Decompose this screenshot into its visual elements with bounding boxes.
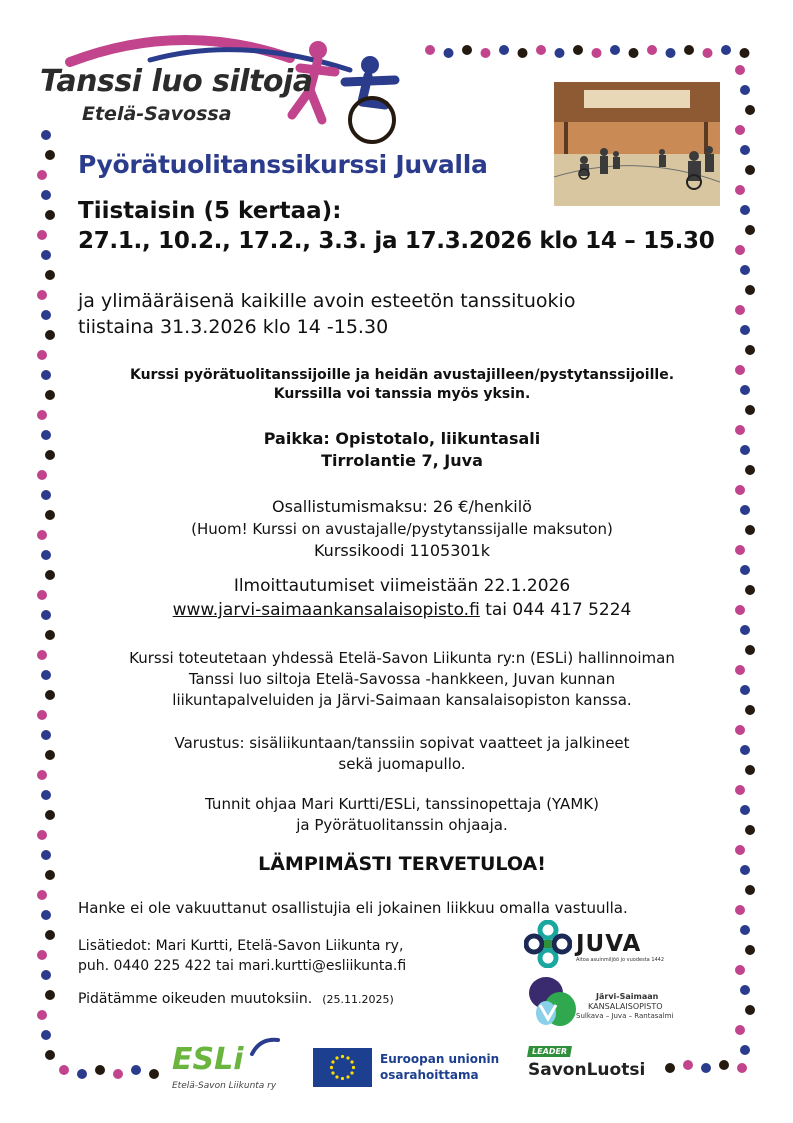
border-dot bbox=[735, 185, 745, 195]
border-dot bbox=[45, 330, 55, 340]
gym-photo bbox=[554, 82, 720, 206]
border-dot bbox=[95, 1065, 105, 1075]
juva-tagline: Aitoa asuinmiljöö jo vuodesta 1442 bbox=[576, 957, 665, 963]
schedule-dates: 27.1., 10.2., 17.2., 3.3. ja 17.3.2026 klo 14 – 15.30 bbox=[78, 228, 715, 254]
border-dot bbox=[684, 45, 694, 55]
border-dot bbox=[555, 48, 565, 58]
border-dot bbox=[37, 350, 47, 360]
border-dot bbox=[735, 905, 745, 915]
border-dot bbox=[37, 290, 47, 300]
border-dot bbox=[37, 230, 47, 240]
schedule-heading: Tiistaisin (5 kertaa): bbox=[78, 198, 342, 224]
border-dot bbox=[45, 990, 55, 1000]
border-dot bbox=[735, 485, 745, 495]
border-dot bbox=[41, 130, 51, 140]
border-dot bbox=[721, 45, 731, 55]
fee-note: (Huom! Kurssi on avustajalle/pystytanssijalle maksuton) bbox=[191, 520, 613, 538]
audience-line2: Kurssilla voi tanssia myös yksin. bbox=[273, 386, 531, 402]
border-dot bbox=[745, 885, 755, 895]
equipment-line1: Varustus: sisäliikuntaan/tanssiin sopivat vaatteet ja jalkineet bbox=[174, 734, 630, 752]
border-dot bbox=[745, 165, 755, 175]
border-dot bbox=[740, 145, 750, 155]
fee-block bbox=[40, 496, 764, 562]
contact-line1: Lisätiedot: Mari Kurtti, Etelä-Savon Liikunta ry, bbox=[78, 938, 404, 954]
rights-text: Pidätämme oikeuden muutoksiin. bbox=[78, 991, 313, 1007]
eu-funding-line2: osarahoittama bbox=[380, 1068, 479, 1082]
leader-badge: LEADER bbox=[527, 1046, 572, 1057]
border-dot bbox=[735, 965, 745, 975]
border-dot bbox=[740, 1045, 750, 1055]
partners-line1: Kurssi toteutetaan yhdessä Etelä-Savon Liikunta ry:n (ESLi) hallinnoiman bbox=[129, 649, 675, 667]
signup-deadline: Ilmoittautumiset viimeistään 22.1.2026 bbox=[233, 576, 571, 596]
border-dot bbox=[41, 1030, 51, 1040]
border-dot bbox=[59, 1065, 69, 1075]
teacher-line2: ja Pyörätuolitanssin ohjaaja. bbox=[296, 816, 508, 834]
signup-phone: tai 044 417 5224 bbox=[485, 600, 632, 620]
border-dot bbox=[444, 48, 454, 58]
place-line1: Paikka: Opistotalo, liikuntasali bbox=[263, 429, 541, 448]
border-dot bbox=[499, 45, 509, 55]
contact-info bbox=[78, 936, 406, 976]
border-dot bbox=[41, 190, 51, 200]
border-dot bbox=[735, 125, 745, 135]
border-dot bbox=[592, 48, 602, 58]
border-dot bbox=[665, 1063, 675, 1073]
border-dot bbox=[45, 630, 55, 640]
border-dot bbox=[518, 48, 528, 58]
border-dot bbox=[740, 985, 750, 995]
juva-logo-text: JUVA bbox=[576, 931, 642, 957]
border-dot bbox=[647, 45, 657, 55]
border-dot bbox=[740, 265, 750, 275]
border-dot bbox=[719, 1060, 729, 1070]
border-dot bbox=[735, 65, 745, 75]
course-code: Kurssikoodi 1105301k bbox=[313, 541, 490, 560]
eu-funding-line1: Euroopan unionin bbox=[380, 1052, 500, 1066]
logo-title: Tanssi luo siltoja bbox=[40, 64, 313, 99]
border-dot bbox=[610, 45, 620, 55]
insurance-disclaimer: Hanke ei ole vakuuttanut osallistujia eli jokainen liikkuu omalla vastuulla. bbox=[78, 899, 628, 917]
border-dot bbox=[37, 950, 47, 960]
equipment-line2: sekä juomapullo. bbox=[338, 755, 466, 773]
fee-line1: Osallistumismaksu: 26 €/henkilö bbox=[272, 497, 532, 516]
course-title: Pyörätuolitanssikurssi Juvalla bbox=[78, 150, 488, 179]
border-dot bbox=[740, 205, 750, 215]
border-dot bbox=[481, 48, 491, 58]
kansalaisopisto-locations: Sulkava – Juva – Rantasalmi bbox=[576, 1012, 674, 1020]
border-dot bbox=[45, 210, 55, 220]
audience-block bbox=[40, 366, 764, 404]
border-dot bbox=[735, 305, 745, 315]
border-dot bbox=[745, 1005, 755, 1015]
border-dot bbox=[745, 945, 755, 955]
border-dot bbox=[740, 48, 750, 58]
border-dot bbox=[683, 1060, 693, 1070]
kansalaisopisto-name: KANSALAISOPISTO bbox=[588, 1002, 663, 1011]
border-dot bbox=[41, 310, 51, 320]
border-dot bbox=[573, 45, 583, 55]
welcome-heading: LÄMPIMÄSTI TERVETULOA! bbox=[258, 853, 546, 875]
border-dot bbox=[45, 150, 55, 160]
border-dot bbox=[425, 45, 435, 55]
border-dot bbox=[37, 1010, 47, 1020]
border-dot bbox=[740, 925, 750, 935]
border-dot bbox=[745, 405, 755, 415]
jarvi-saimaan-emblem-icon bbox=[526, 975, 578, 1030]
esli-subtitle: Etelä-Savon Liikunta ry bbox=[172, 1081, 277, 1091]
website-link[interactable]: www.jarvi-saimaankansalaisopisto.fi bbox=[172, 600, 480, 620]
border-dot bbox=[149, 1069, 159, 1079]
border-dot bbox=[462, 45, 472, 55]
audience-line1: Kurssi pyörätuolitanssijoille ja heidän avustajilleen/pystytanssijoille. bbox=[129, 367, 675, 383]
border-dot bbox=[735, 1025, 745, 1035]
extra-session-line1: ja ylimääräisenä kaikille avoin esteetön tanssituokio bbox=[78, 290, 576, 312]
signup-block bbox=[40, 574, 764, 622]
border-dot bbox=[45, 1050, 55, 1060]
partners-block bbox=[40, 648, 764, 711]
border-dot bbox=[737, 1063, 747, 1073]
border-dot bbox=[740, 325, 750, 335]
border-dot bbox=[37, 890, 47, 900]
border-dot bbox=[77, 1069, 87, 1079]
esli-logo-text: ESLi bbox=[172, 1042, 244, 1077]
border-dot bbox=[745, 105, 755, 115]
border-dot bbox=[45, 930, 55, 940]
place-line2: Tirrolantie 7, Juva bbox=[321, 451, 483, 470]
border-dot bbox=[37, 170, 47, 180]
juva-emblem-icon bbox=[524, 920, 572, 968]
border-dot bbox=[37, 410, 47, 420]
border-dot bbox=[41, 970, 51, 980]
border-dot bbox=[735, 245, 745, 255]
border-dot bbox=[745, 345, 755, 355]
eu-flag-icon bbox=[313, 1048, 372, 1087]
partners-line3: liikuntapalveluiden ja Järvi-Saimaan kansalaisopiston kanssa. bbox=[172, 691, 632, 709]
border-dot bbox=[701, 1063, 711, 1073]
border-dot bbox=[45, 270, 55, 280]
border-dot bbox=[740, 85, 750, 95]
equipment-block bbox=[40, 733, 764, 775]
esli-swoosh-icon bbox=[250, 1036, 280, 1056]
logo-subtitle: Etelä-Savossa bbox=[82, 103, 232, 125]
document-date: (25.11.2025) bbox=[322, 993, 394, 1006]
border-dot bbox=[41, 250, 51, 260]
partners-line2: Tanssi luo siltoja Etelä-Savossa -hankkeen, Juvan kunnan bbox=[188, 670, 616, 688]
teacher-line1: Tunnit ohjaa Mari Kurtti/ESLi, tanssinopettaja (YAMK) bbox=[205, 795, 599, 813]
contact-line2: puh. 0440 225 422 tai mari.kurtti@esliikunta.fi bbox=[78, 958, 407, 974]
rights-note bbox=[78, 991, 394, 1007]
savonluotsi-logo-text: SavonLuotsi bbox=[528, 1060, 646, 1080]
extra-session-line2: tiistaina 31.3.2026 klo 14 -15.30 bbox=[78, 316, 389, 338]
border-dot bbox=[113, 1069, 123, 1079]
teacher-block bbox=[40, 794, 764, 836]
border-dot bbox=[740, 625, 750, 635]
border-dot bbox=[666, 48, 676, 58]
border-dot bbox=[536, 45, 546, 55]
place-block bbox=[40, 428, 764, 472]
border-dot bbox=[745, 225, 755, 235]
jarvi-saimaan-name: Järvi-Saimaan bbox=[596, 992, 659, 1001]
border-dot bbox=[41, 910, 51, 920]
border-dot bbox=[131, 1065, 141, 1075]
border-dot bbox=[703, 48, 713, 58]
border-dot bbox=[37, 710, 47, 720]
border-dot bbox=[745, 285, 755, 295]
border-dot bbox=[629, 48, 639, 58]
